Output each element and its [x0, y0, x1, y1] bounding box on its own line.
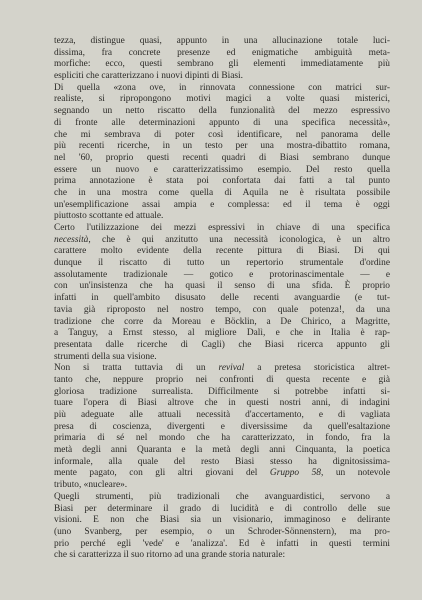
- body-text: [54, 36, 390, 562]
- text-line: [54, 258, 390, 270]
- text-line: [54, 270, 390, 282]
- text-run: Di quella «zona ove, in rinnovata connessione con matrici sur-: [54, 82, 390, 93]
- text-line: [54, 539, 390, 551]
- italic-text: revival: [218, 363, 245, 374]
- text-run: espliciti che caratterizzano i nuovi dipinti di Biasi.: [54, 71, 244, 82]
- text-line: [54, 515, 390, 527]
- text-line: [54, 340, 390, 352]
- text-line: [54, 550, 390, 562]
- text-line: [54, 281, 390, 293]
- text-line: [54, 398, 390, 410]
- text-run: di fronte alle determinazioni appunto di una specifica necessità»,: [54, 117, 390, 128]
- text-line: [54, 106, 390, 118]
- text-line: [54, 317, 390, 329]
- text-run: visioni. E non che Biasi sia un visionario, immaginoso e delirante: [54, 515, 390, 526]
- text-run: che in una mostra come quella di Aquila ne è risultata possibile: [54, 187, 390, 198]
- text-run: con un'insistenza che ha quasi il senso di una sfida. È proprio: [54, 281, 390, 292]
- text-line: [54, 457, 390, 469]
- text-run: presentata dalle ricerche di Cagli) che Biasi ricerca appunto gli: [54, 339, 390, 350]
- text-line: [54, 410, 390, 422]
- text-line: [54, 504, 390, 516]
- text-line: [54, 36, 390, 48]
- text-run: piuttosto scottante ed attuale.: [54, 211, 164, 222]
- text-run: a Tanguy, a Ernst stesso, al migliore Dalì, e che in Italia è rap-: [54, 328, 390, 339]
- text-run: tezza, distingue quasi, appunto in una allucinazione totale luci-: [54, 36, 390, 46]
- text-run: morfiche: ecco, questi sembrano gli elementi immediatamente più: [54, 59, 390, 70]
- text-line: [54, 200, 390, 212]
- text-run: infatti in quell'ambito disusato delle recenti avanguardie (e tut-: [54, 293, 390, 304]
- text-run: un'esemplificazione assai ampia e complessa: ed il tema è oggi: [54, 199, 390, 210]
- text-run: che si caratterizza il suo ritorno ad una grande storia naturale:: [54, 550, 286, 561]
- text-run: metà degli anni Quaranta e la metà degli anni Cinquanta, la poetica: [54, 445, 390, 456]
- text-run: Non si tratta tuttavia di un: [54, 363, 219, 374]
- text-line: [54, 118, 390, 130]
- text-run: , un notevole: [320, 468, 391, 479]
- text-run: tradizione che corre da Moreau e Böcklin, a De Chirico, a Magritte,: [54, 316, 390, 327]
- italic-text: Gruppo 58: [269, 468, 321, 479]
- text-run: tuare l'opera di Biasi altrove che in questi nostri anni, di indagini: [54, 398, 390, 409]
- text-line: [54, 433, 390, 445]
- italic-text: necessità: [54, 234, 89, 245]
- text-run: Certo l'utilizzazione dei mezzi espressivi in chiave di una specifica: [54, 223, 390, 233]
- text-line: [54, 492, 390, 504]
- text-run: (uno Svanberg, per esempio, o un Schroder-Sönnenstern), ma pro-: [54, 526, 390, 537]
- text-line: [54, 153, 390, 165]
- text-run: più adeguate alle attuali necessità d'accertamento, e di vagliata: [54, 410, 390, 420]
- paragraph: [54, 363, 390, 492]
- text-line: [54, 94, 390, 106]
- paragraph: [54, 36, 390, 83]
- text-line: [54, 223, 390, 235]
- text-run: tavia già riproposto nel nostro tempo, con quale potenza!, da una: [54, 304, 390, 315]
- text-run: mente pagato, con gli altri giovani del: [54, 468, 270, 479]
- text-line: [54, 59, 390, 71]
- text-line: [54, 527, 390, 539]
- text-line: [54, 235, 390, 247]
- text-line: [54, 130, 390, 142]
- text-run: gloriosa tradizione surrealista. Difficilmente si potrebbe infatti si-: [54, 386, 390, 397]
- text-line: [54, 293, 390, 305]
- text-run: essere un nuovo e caratterizzatissimo esempio. Del resto quella: [54, 164, 390, 175]
- text-line: [54, 352, 390, 364]
- text-run: dissima, fra concrete presenze ed enigmatiche ambiguità meta-: [54, 47, 390, 58]
- text-line: [54, 83, 390, 95]
- text-run: dunque il riscatto di tutto un repertorio strumentale d'ordine: [54, 258, 390, 269]
- text-line: [54, 165, 390, 177]
- text-line: [54, 468, 390, 480]
- text-run: nel '60, proprio questi recenti quadri di Biasi sembrano dunque: [54, 152, 390, 163]
- text-run: realiste, si ripropongono motivi magici a volte quasi misterici,: [54, 94, 390, 105]
- text-run: Quegli strumenti, più tradizionali che avanguardistici, servono a: [54, 491, 390, 502]
- text-run: prima annotazione è stata poi confortata dai fatti a tal punto: [54, 176, 390, 187]
- paragraph: [54, 223, 390, 363]
- text-line: [54, 387, 390, 399]
- text-line: [54, 363, 390, 375]
- text-line: [54, 422, 390, 434]
- text-run: informale, alla quale del resto Biasi stesso ha dignitosissima-: [54, 456, 390, 467]
- text-line: [54, 375, 390, 387]
- text-line: [54, 176, 390, 188]
- text-line: [54, 305, 390, 317]
- text-run: a pretesa storicistica altret-: [244, 363, 390, 374]
- text-run: carattere molto evidente della recente pittura di Biasi. Di qui: [54, 246, 390, 257]
- text-run: segnando un netto riscatto della funzionalità del mezzo espressivo: [54, 106, 390, 117]
- text-run: , che è qui anzitutto una necessità iconologica, è un altro: [88, 234, 390, 245]
- text-run: tanto che, neppure proprio nei confronti di questa recente e già: [54, 374, 390, 385]
- text-run: assolutamente tradizionale — gotico e protorinascimentale — e: [54, 269, 390, 280]
- paragraph: [54, 492, 390, 562]
- text-run: prio perché egli 'vede' e 'analizza'. Ed è infatti in questi termini: [54, 538, 390, 549]
- text-line: [54, 480, 390, 492]
- text-line: [54, 71, 390, 83]
- text-line: [54, 211, 390, 223]
- text-run: strumenti della sua visione.: [54, 351, 157, 362]
- text-run: primaria di sé nel mondo che ha caratterizzato, in fondo, fra la: [54, 433, 390, 444]
- text-run: più recenti ricerche, in un testo per una mostra-dibattito romana,: [54, 141, 390, 152]
- text-line: [54, 188, 390, 200]
- text-line: [54, 141, 390, 153]
- text-line: [54, 246, 390, 258]
- text-run: che mi sembrava di poter così identificare, nel panorama delle: [54, 129, 390, 140]
- text-run: tributo, «nucleare».: [54, 480, 128, 491]
- paragraph: [54, 83, 390, 223]
- text-line: [54, 445, 390, 457]
- text-line: [54, 48, 390, 60]
- text-run: Biasi per determinare il grado di lucidità e di controllo delle sue: [54, 503, 390, 514]
- text-line: [54, 328, 390, 340]
- text-run: presa di coscienza, divergenti e diversissime da quell'esaltazione: [54, 421, 390, 432]
